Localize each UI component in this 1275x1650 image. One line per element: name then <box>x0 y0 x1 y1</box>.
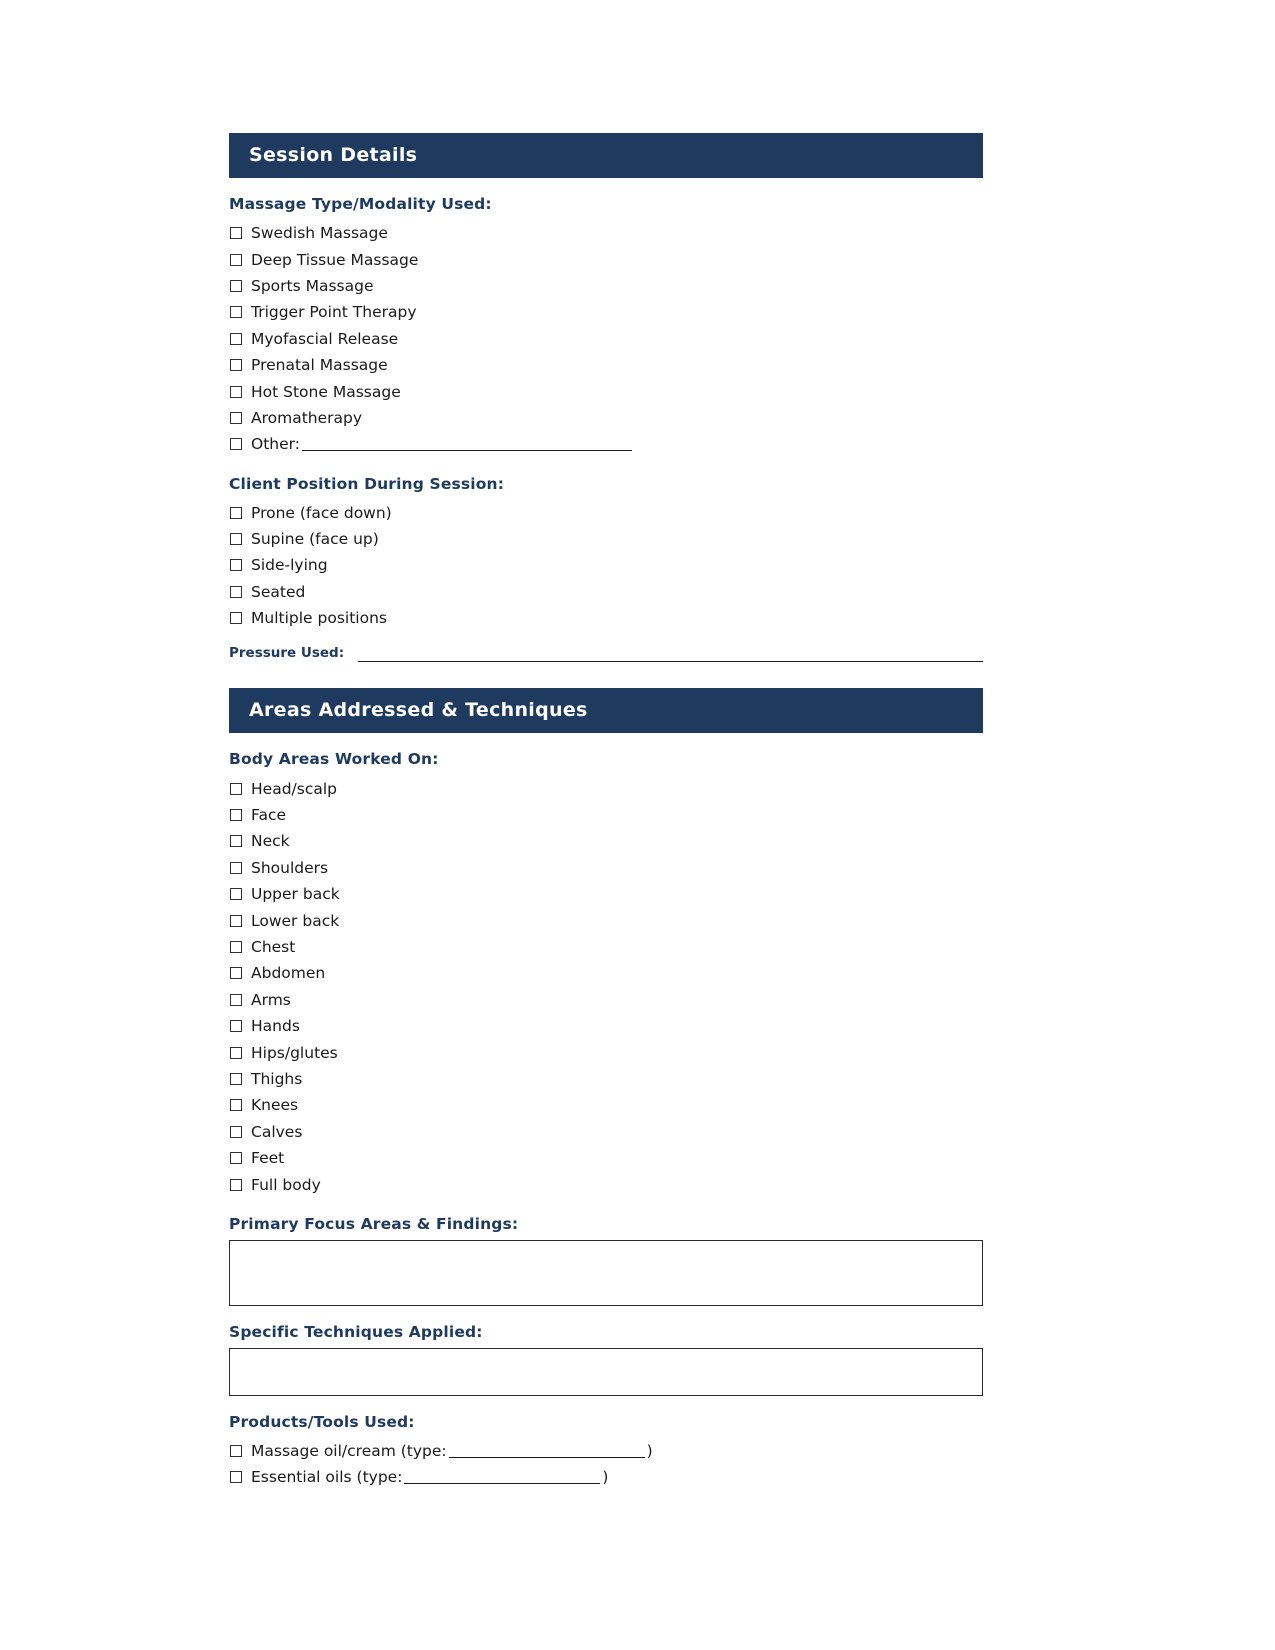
checkbox-icon[interactable] <box>230 862 242 874</box>
checkbox-icon[interactable] <box>230 306 242 318</box>
checkbox-label: Supine (face up) <box>251 530 379 549</box>
checkbox-label: Knees <box>251 1096 299 1115</box>
primary-focus-textarea[interactable] <box>229 1240 983 1306</box>
checkbox-icon[interactable] <box>230 1073 242 1085</box>
checkbox-icon[interactable] <box>230 280 242 292</box>
checkbox-row-sports-massage[interactable] <box>229 273 983 299</box>
checkbox-row-swedish-massage[interactable] <box>229 220 983 246</box>
checkbox-label: Prenatal Massage <box>251 356 388 375</box>
checkbox-label: Hips/glutes <box>251 1043 338 1062</box>
checkbox-icon[interactable] <box>230 1445 242 1457</box>
checkbox-label: Multiple positions <box>251 609 387 628</box>
checkbox-row-deep-tissue-massage[interactable] <box>229 246 983 272</box>
massage-oil-type-input[interactable] <box>449 1444 645 1458</box>
pressure-used-input[interactable] <box>358 646 983 662</box>
specific-techniques-group <box>229 1323 983 1396</box>
products-tools-group <box>229 1413 983 1491</box>
checkbox-label: Myofascial Release <box>251 329 399 348</box>
checkbox-icon[interactable] <box>230 915 242 927</box>
checkbox-row-trigger-point-therapy[interactable] <box>229 299 983 325</box>
body-areas-heading: Body Areas Worked On: <box>229 750 439 769</box>
checkbox-icon[interactable] <box>230 386 242 398</box>
checkbox-icon[interactable] <box>230 1152 242 1164</box>
checkbox-icon[interactable] <box>230 254 242 266</box>
checkbox-icon[interactable] <box>230 888 242 900</box>
checkbox-label: Full body <box>251 1175 321 1194</box>
checkbox-row-hands[interactable] <box>229 1013 983 1039</box>
checkbox-label: Hands <box>251 1017 300 1036</box>
checkbox-icon[interactable] <box>230 438 242 450</box>
checkbox-row-side-lying[interactable] <box>229 552 983 578</box>
checkbox-row-knees[interactable] <box>229 1092 983 1118</box>
checkbox-row-prenatal-massage[interactable] <box>229 352 983 378</box>
checkbox-label: Swedish Massage <box>251 224 388 243</box>
checkbox-label: Sports Massage <box>251 276 374 295</box>
massage-type-group <box>229 195 983 458</box>
checkbox-icon[interactable] <box>230 967 242 979</box>
checkbox-row-other-modality[interactable] <box>229 431 983 457</box>
client-position-heading: Client Position During Session: <box>229 474 505 493</box>
checkbox-label: Seated <box>251 582 306 601</box>
checkbox-label: Arms <box>251 990 291 1009</box>
checkbox-icon[interactable] <box>230 1179 242 1191</box>
checkbox-label: Side-lying <box>251 556 328 575</box>
checkbox-row-hips-glutes[interactable] <box>229 1039 983 1065</box>
checkbox-row-chest[interactable] <box>229 934 983 960</box>
checkbox-row-aromatherapy[interactable] <box>229 405 983 431</box>
checkbox-label: Neck <box>251 832 290 851</box>
checkbox-icon[interactable] <box>230 533 242 545</box>
checkbox-row-full-body[interactable] <box>229 1171 983 1197</box>
checkbox-row-face[interactable] <box>229 802 983 828</box>
checkbox-label: Massage oil/cream (type: <box>251 1441 447 1460</box>
checkbox-label: Face <box>251 806 287 825</box>
checkbox-icon[interactable] <box>230 1099 242 1111</box>
checkbox-label: Deep Tissue Massage <box>251 250 419 269</box>
checkbox-icon[interactable] <box>230 941 242 953</box>
massage-type-options <box>229 220 983 458</box>
checkbox-label: Aromatherapy <box>251 408 363 427</box>
checkbox-icon[interactable] <box>230 507 242 519</box>
checkbox-label: Other: <box>251 435 300 454</box>
checkbox-row-calves[interactable] <box>229 1119 983 1145</box>
checkbox-label: Trigger Point Therapy <box>251 303 417 322</box>
client-position-group <box>229 475 983 632</box>
checkbox-label: Essential oils (type: <box>251 1468 403 1487</box>
checkbox-label: Abdomen <box>251 964 326 983</box>
checkbox-label: Lower back <box>251 911 340 930</box>
section-header-areas-techniques: Areas Addressed & Techniques <box>229 688 983 733</box>
checkbox-row-arms[interactable] <box>229 987 983 1013</box>
body-areas-options <box>229 775 983 1197</box>
checkbox-icon[interactable] <box>230 227 242 239</box>
specific-techniques-heading: Specific Techniques Applied: <box>229 1322 483 1341</box>
primary-focus-heading: Primary Focus Areas & Findings: <box>229 1214 519 1233</box>
checkbox-icon[interactable] <box>230 1126 242 1138</box>
client-position-options <box>229 500 983 632</box>
checkbox-row-head-scalp[interactable] <box>229 775 983 801</box>
checkbox-row-prone[interactable] <box>229 500 983 526</box>
body-areas-group <box>229 750 983 1197</box>
checkbox-row-supine[interactable] <box>229 526 983 552</box>
checkbox-icon[interactable] <box>230 1471 242 1483</box>
checkbox-label: Head/scalp <box>251 779 337 798</box>
checkbox-icon[interactable] <box>230 559 242 571</box>
checkbox-row-upper-back[interactable] <box>229 881 983 907</box>
products-tools-heading: Products/Tools Used: <box>229 1412 415 1431</box>
section-header-session-details: Session Details <box>229 133 983 178</box>
checkbox-label: Chest <box>251 938 296 956</box>
checkbox-row-neck[interactable] <box>229 828 983 854</box>
checkbox-icon[interactable] <box>230 333 242 345</box>
checkbox-icon[interactable] <box>230 586 242 598</box>
checkbox-icon[interactable] <box>230 783 242 795</box>
checkbox-row-multiple-positions[interactable] <box>229 605 983 631</box>
form-page <box>229 0 983 1491</box>
checkbox-row-lower-back[interactable] <box>229 907 983 933</box>
checkbox-row-abdomen[interactable] <box>229 960 983 986</box>
checkbox-icon[interactable] <box>230 1047 242 1059</box>
checkbox-label: Upper back <box>251 885 340 904</box>
products-tools-options <box>229 1438 983 1491</box>
checkbox-icon[interactable] <box>230 612 242 624</box>
checkbox-icon[interactable] <box>230 809 242 821</box>
checkbox-label-suffix: ) <box>646 1441 653 1460</box>
checkbox-row-myofascial-release[interactable] <box>229 326 983 352</box>
checkbox-row-massage-oil-cream[interactable] <box>229 1438 983 1464</box>
checkbox-label: Hot Stone Massage <box>251 382 401 401</box>
checkbox-icon[interactable] <box>230 359 242 371</box>
checkbox-label: Shoulders <box>251 858 329 877</box>
primary-focus-group <box>229 1215 983 1306</box>
essential-oils-type-input[interactable] <box>404 1470 600 1484</box>
checkbox-row-shoulders[interactable] <box>229 855 983 881</box>
checkbox-label: Prone (face down) <box>251 503 392 522</box>
checkbox-label: Calves <box>251 1122 303 1141</box>
checkbox-icon[interactable] <box>230 1020 242 1032</box>
massage-type-heading: Massage Type/Modality Used: <box>229 195 492 213</box>
other-modality-input[interactable] <box>302 437 632 451</box>
pressure-used-label: Pressure Used: <box>229 645 345 662</box>
checkbox-icon[interactable] <box>230 835 242 847</box>
pressure-used-field <box>229 645 983 662</box>
checkbox-row-seated[interactable] <box>229 579 983 605</box>
checkbox-label-suffix: ) <box>602 1468 609 1487</box>
checkbox-row-hot-stone-massage[interactable] <box>229 378 983 404</box>
checkbox-icon[interactable] <box>230 994 242 1006</box>
checkbox-label: Feet <box>251 1149 285 1168</box>
specific-techniques-textarea[interactable] <box>229 1348 983 1396</box>
checkbox-row-essential-oils[interactable] <box>229 1464 983 1490</box>
checkbox-row-feet[interactable] <box>229 1145 983 1171</box>
checkbox-icon[interactable] <box>230 412 242 424</box>
checkbox-label: Thighs <box>251 1069 303 1088</box>
checkbox-row-thighs[interactable] <box>229 1066 983 1092</box>
